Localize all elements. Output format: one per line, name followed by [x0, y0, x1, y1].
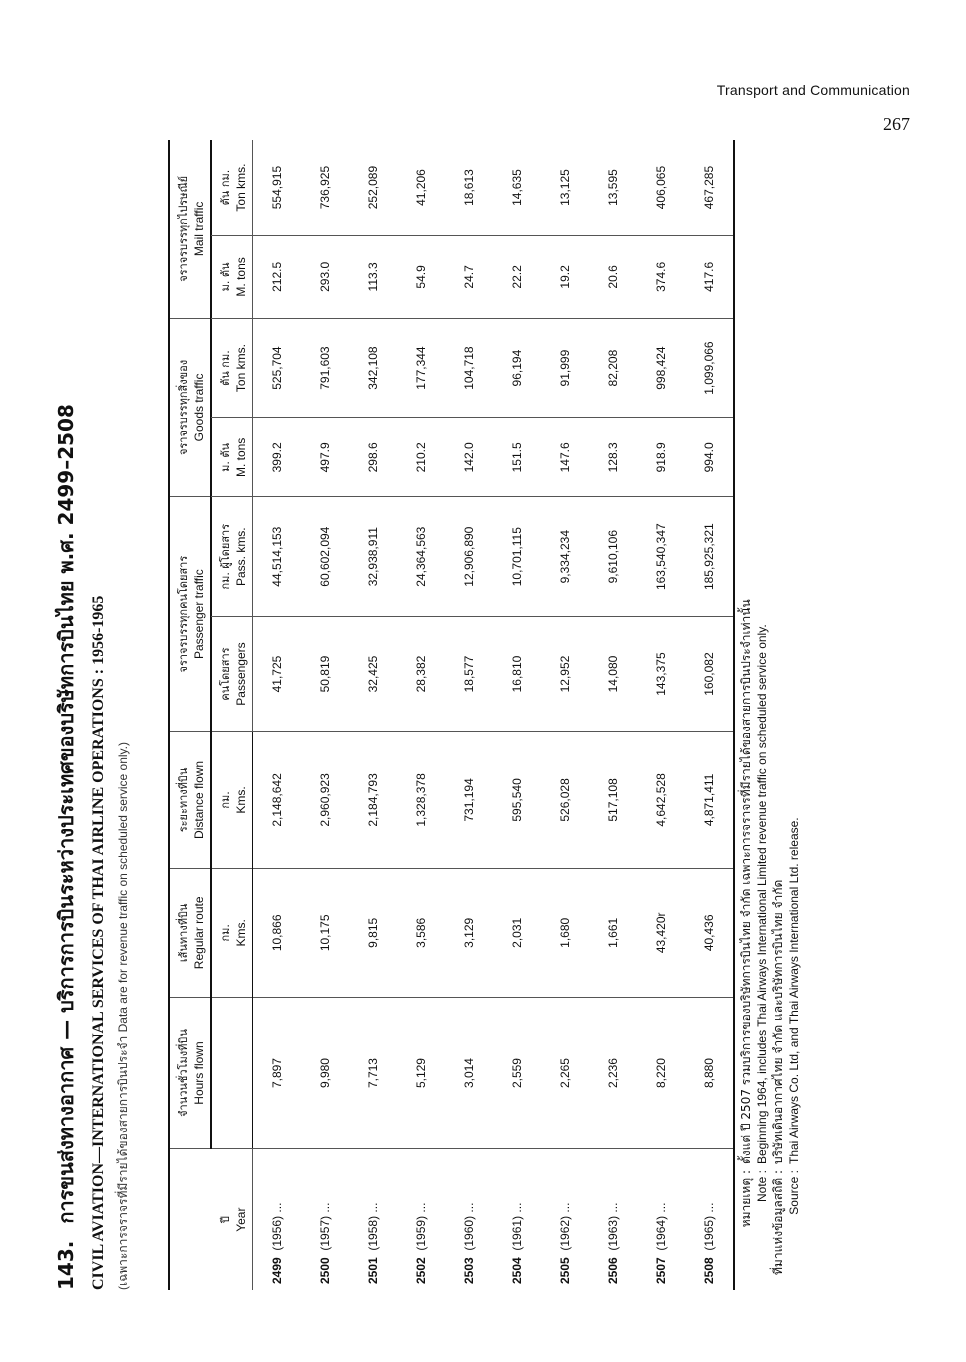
year-be: 2502 [414, 1257, 428, 1284]
col-group-goods [169, 318, 211, 497]
title-thai [50, 110, 82, 1290]
title-note [114, 110, 133, 1290]
mail-tons-cell: 54.9 [397, 236, 445, 319]
mail-tonkms-cell: 406,065 [637, 140, 685, 236]
passengers-cell: 41,725 [253, 617, 302, 732]
year-be: 2506 [606, 1257, 620, 1284]
col-distance [169, 731, 211, 868]
remark-label: หมายเหตุ : [739, 1170, 753, 1228]
passengers-cell: 32,425 [349, 617, 397, 732]
col-hours [169, 997, 211, 1149]
goods-tonkms-cell: 791,603 [301, 318, 349, 418]
col-route [169, 868, 211, 997]
source-english-label: Source : [787, 1170, 801, 1215]
table-row [589, 140, 637, 1290]
year-cell [493, 1149, 541, 1290]
col-goods-en: Goods traffic [192, 373, 206, 442]
year-cell [301, 1149, 349, 1290]
year-cell [397, 1149, 445, 1290]
pass-kms-cell: 12,906,890 [445, 497, 493, 617]
year-ad: (1965) ... [702, 1202, 716, 1251]
source-thai-label: ที่มาแห่งข้อมูลสถิติ : [771, 1170, 785, 1275]
passengers-cell: 12,952 [541, 617, 589, 732]
passengers-cell: 160,082 [685, 617, 734, 732]
goods-tonkms-cell: 1,099,066 [685, 318, 734, 418]
hours-cell: 9,980 [301, 997, 349, 1149]
section-title: Transport and Communication [716, 82, 910, 98]
route-cell: 1,661 [589, 868, 637, 997]
mail-tonkms-cell: 467,285 [685, 140, 734, 236]
goods-tonkms-cell: 525,704 [253, 318, 302, 418]
remark-text: ตั้งแต่ ปี 2507 รวมบริการของบริษัทการบินไทย จำกัด เฉพาะการจราจรที่มีรายได้ของสายการบินประจำเท่านั้น [739, 599, 753, 1164]
col-pass-kms-th: กม. ผู้โดยสาร [219, 523, 232, 590]
col-passenger-en: Passenger traffic [192, 569, 206, 660]
goods-tons-cell: 147.6 [541, 418, 589, 497]
col-pass-kms-en: Pass. kms. [234, 527, 248, 587]
goods-tonkms-cell: 104,718 [445, 318, 493, 418]
passengers-cell: 28,382 [397, 617, 445, 732]
col-group-mail [169, 140, 211, 318]
data-table-wrap [168, 140, 735, 1290]
year-ad: (1961) ... [510, 1202, 524, 1251]
col-hours-unit [211, 997, 253, 1149]
passengers-cell: 14,080 [589, 617, 637, 732]
mail-tonkms-cell: 41,206 [397, 140, 445, 236]
col-mail-tonkms [211, 140, 253, 236]
col-mail-tons-th: ม. ตัน [219, 262, 232, 292]
year-cell [445, 1149, 493, 1290]
distance-cell: 595,540 [493, 731, 541, 868]
source-english-line [786, 140, 802, 1290]
col-group-passenger [169, 497, 211, 732]
title-thai-text: การขนส่งทางอากาศ — บริการการบินระหว่างประเทศของบริษัทการบินไทย พ.ศ. 2499–2508 [54, 404, 78, 1224]
note-label: Note : [755, 1170, 769, 1203]
source-thai-line [770, 140, 786, 1290]
year-be: 2505 [558, 1257, 572, 1284]
col-mail-en: Mail traffic [192, 201, 206, 257]
pass-kms-cell: 9,334,234 [541, 497, 589, 617]
route-cell: 10,175 [301, 868, 349, 997]
col-goods-tonkms-en: Ton kms. [234, 344, 248, 393]
distance-cell: 526,028 [541, 731, 589, 868]
col-year [169, 1149, 253, 1290]
hours-cell: 3,014 [445, 997, 493, 1149]
hours-cell: 7,713 [349, 997, 397, 1149]
year-ad: (1959) ... [414, 1202, 428, 1251]
note-line [754, 140, 770, 1290]
footnotes [738, 140, 802, 1290]
col-goods-tons-en: M. tons [234, 437, 248, 478]
mail-tonkms-cell: 736,925 [301, 140, 349, 236]
year-be: 2504 [510, 1257, 524, 1284]
remark-line [738, 140, 754, 1290]
title-note-thai: (เฉพาะการจราจรที่มีรายได้ของสายการบินประจำ [116, 1035, 130, 1290]
year-ad: (1957) ... [318, 1202, 332, 1251]
mail-tons-cell: 293.0 [301, 236, 349, 319]
year-be: 2503 [462, 1257, 476, 1284]
goods-tons-cell: 918.9 [637, 418, 685, 497]
table-body [253, 140, 735, 1290]
col-distance-th: ระยะทางที่บิน [177, 767, 190, 833]
year-cell [349, 1149, 397, 1290]
pass-kms-cell: 9,610,106 [589, 497, 637, 617]
table-row [685, 140, 734, 1290]
goods-tons-cell: 142.0 [445, 418, 493, 497]
mail-tons-cell: 374.6 [637, 236, 685, 319]
mail-tonkms-cell: 13,595 [589, 140, 637, 236]
year-be: 2499 [270, 1257, 284, 1284]
hours-cell: 2,559 [493, 997, 541, 1149]
distance-cell: 2,960,923 [301, 731, 349, 868]
col-route-unit-th: กม. [219, 924, 232, 942]
col-hours-en: Hours flown [192, 1041, 206, 1105]
distance-cell: 1,328,378 [397, 731, 445, 868]
goods-tonkms-cell: 342,108 [349, 318, 397, 418]
col-route-unit [211, 868, 253, 997]
passengers-cell: 50,819 [301, 617, 349, 732]
table-number: 143. [54, 1240, 78, 1290]
table-row [349, 140, 397, 1290]
page-number: 267 [883, 114, 910, 134]
year-be: 2507 [654, 1257, 668, 1284]
col-goods-tons [211, 418, 253, 497]
aviation-table [168, 140, 735, 1290]
col-mail-tons-en: M. tons [234, 257, 248, 297]
col-passenger-th: จราจรบรรทุกคนโดยสาร [177, 555, 190, 673]
source-thai-text: บริษัทเดินอากาศไทย จำกัด และบริษัทการบินไทย จำกัด [771, 879, 785, 1164]
goods-tonkms-cell: 177,344 [397, 318, 445, 418]
year-ad: (1962) ... [558, 1202, 572, 1251]
table-row [541, 140, 589, 1290]
col-hours-th: จำนวนชั่วโมงที่บิน [177, 1029, 190, 1117]
year-ad: (1963) ... [606, 1202, 620, 1251]
col-goods-th: จราจรบรรทุกสิ่งของ [177, 359, 190, 456]
hours-cell: 8,220 [637, 997, 685, 1149]
route-cell: 3,586 [397, 868, 445, 997]
col-passengers-en: Passengers [234, 642, 248, 706]
col-distance-en: Distance flown [192, 760, 206, 839]
col-mail-tons [211, 236, 253, 319]
mail-tons-cell: 24.7 [445, 236, 493, 319]
goods-tons-cell: 994.0 [685, 418, 734, 497]
mail-tons-cell: 19.2 [541, 236, 589, 319]
mail-tonkms-cell: 252,089 [349, 140, 397, 236]
route-cell: 40,436 [685, 868, 734, 997]
goods-tons-cell: 210.2 [397, 418, 445, 497]
distance-cell: 4,871,411 [685, 731, 734, 868]
mail-tonkms-cell: 18,613 [445, 140, 493, 236]
mail-tonkms-cell: 14,635 [493, 140, 541, 236]
goods-tonkms-cell: 91,999 [541, 318, 589, 418]
hours-cell: 7,897 [253, 997, 302, 1149]
goods-tonkms-cell: 82,208 [589, 318, 637, 418]
table-row [253, 140, 302, 1290]
title-english: CIVIL AVIATION—INTERNATIONAL SERVICES OF THAI AIRLINE OPERATIONS : 1956-1965 [90, 595, 107, 1290]
title-block [50, 110, 170, 1290]
pass-kms-cell: 185,925,321 [685, 497, 734, 617]
col-goods-tons-th: ม. ตัน [219, 442, 232, 472]
hours-cell: 8,880 [685, 997, 734, 1149]
table-row [301, 140, 349, 1290]
table-row [493, 140, 541, 1290]
pass-kms-cell: 60,602,094 [301, 497, 349, 617]
distance-cell: 4,642,528 [637, 731, 685, 868]
passengers-cell: 143,375 [637, 617, 685, 732]
year-cell [541, 1149, 589, 1290]
distance-cell: 2,148,642 [253, 731, 302, 868]
col-distance-unit-th: กม. [219, 791, 232, 809]
mail-tons-cell: 417.6 [685, 236, 734, 319]
route-cell: 3,129 [445, 868, 493, 997]
mail-tons-cell: 22.2 [493, 236, 541, 319]
goods-tons-cell: 497.9 [301, 418, 349, 497]
mail-tonkms-cell: 13,125 [541, 140, 589, 236]
route-cell: 10,866 [253, 868, 302, 997]
col-mail-tonkms-en: Ton kms. [234, 163, 248, 212]
goods-tons-cell: 399.2 [253, 418, 302, 497]
distance-cell: 517,108 [589, 731, 637, 868]
year-cell [589, 1149, 637, 1290]
distance-cell: 2,184,793 [349, 731, 397, 868]
col-mail-th: จราจรบรรทุกไปรษณีย์ [177, 175, 190, 282]
year-be: 2501 [366, 1257, 380, 1284]
route-cell: 43,420r [637, 868, 685, 997]
year-cell [253, 1149, 302, 1290]
year-ad: (1956) ... [270, 1202, 284, 1251]
year-be: 2500 [318, 1257, 332, 1284]
col-pass-kms [211, 497, 253, 617]
year-ad: (1958) ... [366, 1202, 380, 1251]
table-row [397, 140, 445, 1290]
mail-tons-cell: 212.5 [253, 236, 302, 319]
year-ad: (1960) ... [462, 1202, 476, 1251]
year-cell [685, 1149, 734, 1290]
col-route-en: Regular route [192, 896, 206, 970]
col-goods-tonkms-th: ตัน กม. [219, 350, 232, 386]
mail-tons-cell: 20.6 [589, 236, 637, 319]
year-be: 2508 [702, 1257, 716, 1284]
mail-tonkms-cell: 554,915 [253, 140, 302, 236]
table-row [637, 140, 685, 1290]
hours-cell: 2,236 [589, 997, 637, 1149]
mail-tons-cell: 113.3 [349, 236, 397, 319]
goods-tons-cell: 151.5 [493, 418, 541, 497]
goods-tonkms-cell: 998,424 [637, 318, 685, 418]
pass-kms-cell: 24,364,563 [397, 497, 445, 617]
col-route-unit-en: Kms. [234, 919, 248, 947]
col-passengers [211, 617, 253, 732]
goods-tonkms-cell: 96,194 [493, 318, 541, 418]
col-goods-tonkms [211, 318, 253, 418]
title-note-english: Data are for revenue traffic on scheduled service only.) [116, 742, 130, 1033]
passengers-cell: 18,577 [445, 617, 493, 732]
distance-cell: 731,194 [445, 731, 493, 868]
pass-kms-cell: 32,938,911 [349, 497, 397, 617]
col-distance-unit [211, 731, 253, 868]
col-year-en: Year [234, 1207, 248, 1232]
passengers-cell: 16,810 [493, 617, 541, 732]
col-mail-tonkms-th: ตัน กม. [219, 169, 232, 206]
year-ad: (1964) ... [654, 1202, 668, 1251]
col-distance-unit-en: Kms. [234, 786, 248, 814]
table-row [445, 140, 493, 1290]
col-year-th: ปี [219, 1216, 232, 1224]
goods-tons-cell: 298.6 [349, 418, 397, 497]
note-text: Beginning 1964, includes Thai Airways International Limited revenue traffic on scheduled service only. [755, 624, 769, 1164]
route-cell: 9,815 [349, 868, 397, 997]
pass-kms-cell: 163,540,347 [637, 497, 685, 617]
col-route-th: เส้นทางที่บิน [177, 903, 190, 963]
pass-kms-cell: 44,514,153 [253, 497, 302, 617]
route-cell: 1,680 [541, 868, 589, 997]
source-english-text: Thai Airways Co. Ltd, and Thai Airways International Ltd. release. [787, 817, 801, 1164]
year-cell [637, 1149, 685, 1290]
pass-kms-cell: 10,701,115 [493, 497, 541, 617]
route-cell: 2,031 [493, 868, 541, 997]
hours-cell: 2,265 [541, 997, 589, 1149]
hours-cell: 5,129 [397, 997, 445, 1149]
rotated-table-sheet [50, 110, 810, 1290]
goods-tons-cell: 128.3 [589, 418, 637, 497]
col-passengers-th: คนโดยสาร [219, 647, 232, 701]
